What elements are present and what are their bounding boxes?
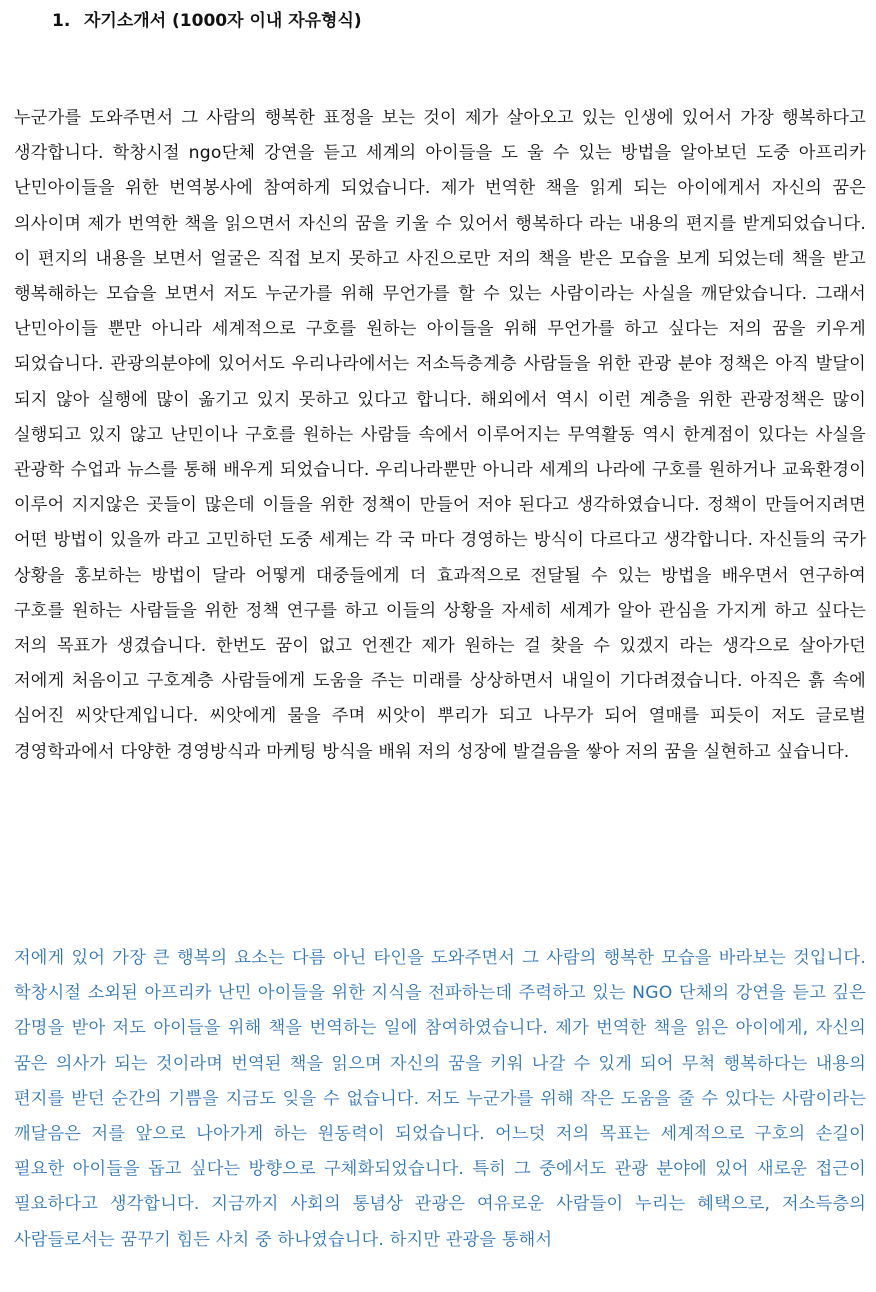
section-number: 1. [52,11,71,31]
section-title: 자기소개서 (1000자 이내 자유형식) [84,11,362,31]
section-heading [52,6,362,31]
original-essay-paragraph: 누군가를 도와주면서 그 사람의 행복한 표정을 보는 것이 제가 살아오고 있는 인생에 있어서 가장 행복하다고 생각합니다. 학창시절 ngo단체 강연을 듣고 세계의 아이들을 도 울 수 있는 방법을 알아보던 도중 아프리카 난민아이들을 위한 번역봉사에 참여하게 되었습니다. 제가 번역한 책을 읽게 되는 아이에게서 자신의 꿈은 의사이며 제가 번역한 책을 읽으면서 자신의 꿈을 키울 수 있어서 행복하다 라는 내용의 편지를 받게되었습니다. 이 편지의 내용을 보면서 얼굴은 직접 보지 못하고 사진으로만 저의 책을 받은 모습을 보게 되었는데 책을 받고 행복해하는 모습을 보면서 저도 누군가를 위해 무언가를 할 수 있는 사람이라는 사실을 깨닫았습니다. 그래서 난민아이들 뿐만 아니라 세계적으로 구호를 원하는 아이들을 위해 무언가를 하고 싶다는 저의 꿈을 키우게 되었습니다. 관광의분야에 있어서도 우리나라에서는 저소득층계층 사람들을 위한 관광 분야 정책은 아직 발달이 되지 않아 실행에 많이 옮기고 있지 못하고 있다고 합니다. 해외에서 역시 이런 계층을 위한 관광정책은 많이 실행되고 있지 않고 난민이나 구호를 원하는 사람들 속에서 이루어지는 무역활동 역시 한계점이 있다는 사실을 관광학 수업과 뉴스를 통해 배우게 되었습니다. 우리나라뿐만 아니라 세계의 나라에 구호를 원하거나 교육환경이 이루어 지지않은 곳들이 많은데 이들을 위한 정책이 만들어 저야 된다고 생각하였습니다. 정책이 만들어지려면 어떤 방법이 있을까 라고 고민하던 도중 세계는 각 국 마다 경영하는 방식이 다르다고 생각합니다. 자신들의 국가 상황을 홍보하는 방법이 달라 어떻게 대중들에게 더 효과적으로 전달될 수 있는 방법을 배우면서 연구하여 구호를 원하는 사람들을 위한 정책 연구를 하고 이들의 상황을 자세히 세계가 알아 관심을 가지게 하고 싶다는 저의 목표가 생겼습니다. 한번도 꿈이 없고 언젠간 제가 원하는 걸 찾을 수 있겠지 라는 생각으로 살아가던 저에게 처음이고 구호계층 사람들에게 도움을 주는 미래를 상상하면서 내일이 기다려졌습니다. 아직은 흙 속에 심어진 씨앗단계입니다. 씨앗에게 물을 주며 씨앗이 뿌리가 되고 나무가 되어 열매를 피듯이 저도 글로벌 경영학과에서 다양한 경영방식과 마케팅 방식을 배워 저의 성장에 발걸음을 쌓아 저의 꿈을 실현하고 싶습니다. [14,108,866,762]
revised-essay-paragraph: 저에게 있어 가장 큰 행복의 요소는 다름 아닌 타인을 도와주면서 그 사람의 행복한 모습을 바라보는 것입니다. 학창시절 소외된 아프리카 난민 아이들을 위한 지식을 전파하는데 주력하고 있는 NGO 단체의 강연을 듣고 깊은 감명을 받아 저도 아이들을 위해 책을 번역하는 일에 참여하였습니다. 제가 번역한 책을 읽은 아이에게, 자신의 꿈은 의사가 되는 것이라며 번역된 책을 읽으며 자신의 꿈을 키워 나갈 수 있게 되어 무척 행복하다는 내용의 편지를 받던 순간의 기쁨을 지금도 잊을 수 없습니다. 저도 누군가를 위해 작은 도움을 줄 수 있다는 사람이라는 깨달음은 저를 앞으로 나아가게 하는 원동력이 되었습니다. 어느덧 저의 목표는 세계적으로 구호의 손길이 필요한 아이들을 돕고 싶다는 방향으로 구체화되었습니다. 특히 그 중에서도 관광 분야에 있어 새로운 접근이 필요하다고 생각합니다. 지금까지 사회의 통념상 관광은 여유로운 사람들이 누리는 혜택으로, 저소득층의 사람들로서는 꿈꾸기 힘든 사치 중 하나였습니다. 하지만 관광을 통해서 [14,948,866,1250]
